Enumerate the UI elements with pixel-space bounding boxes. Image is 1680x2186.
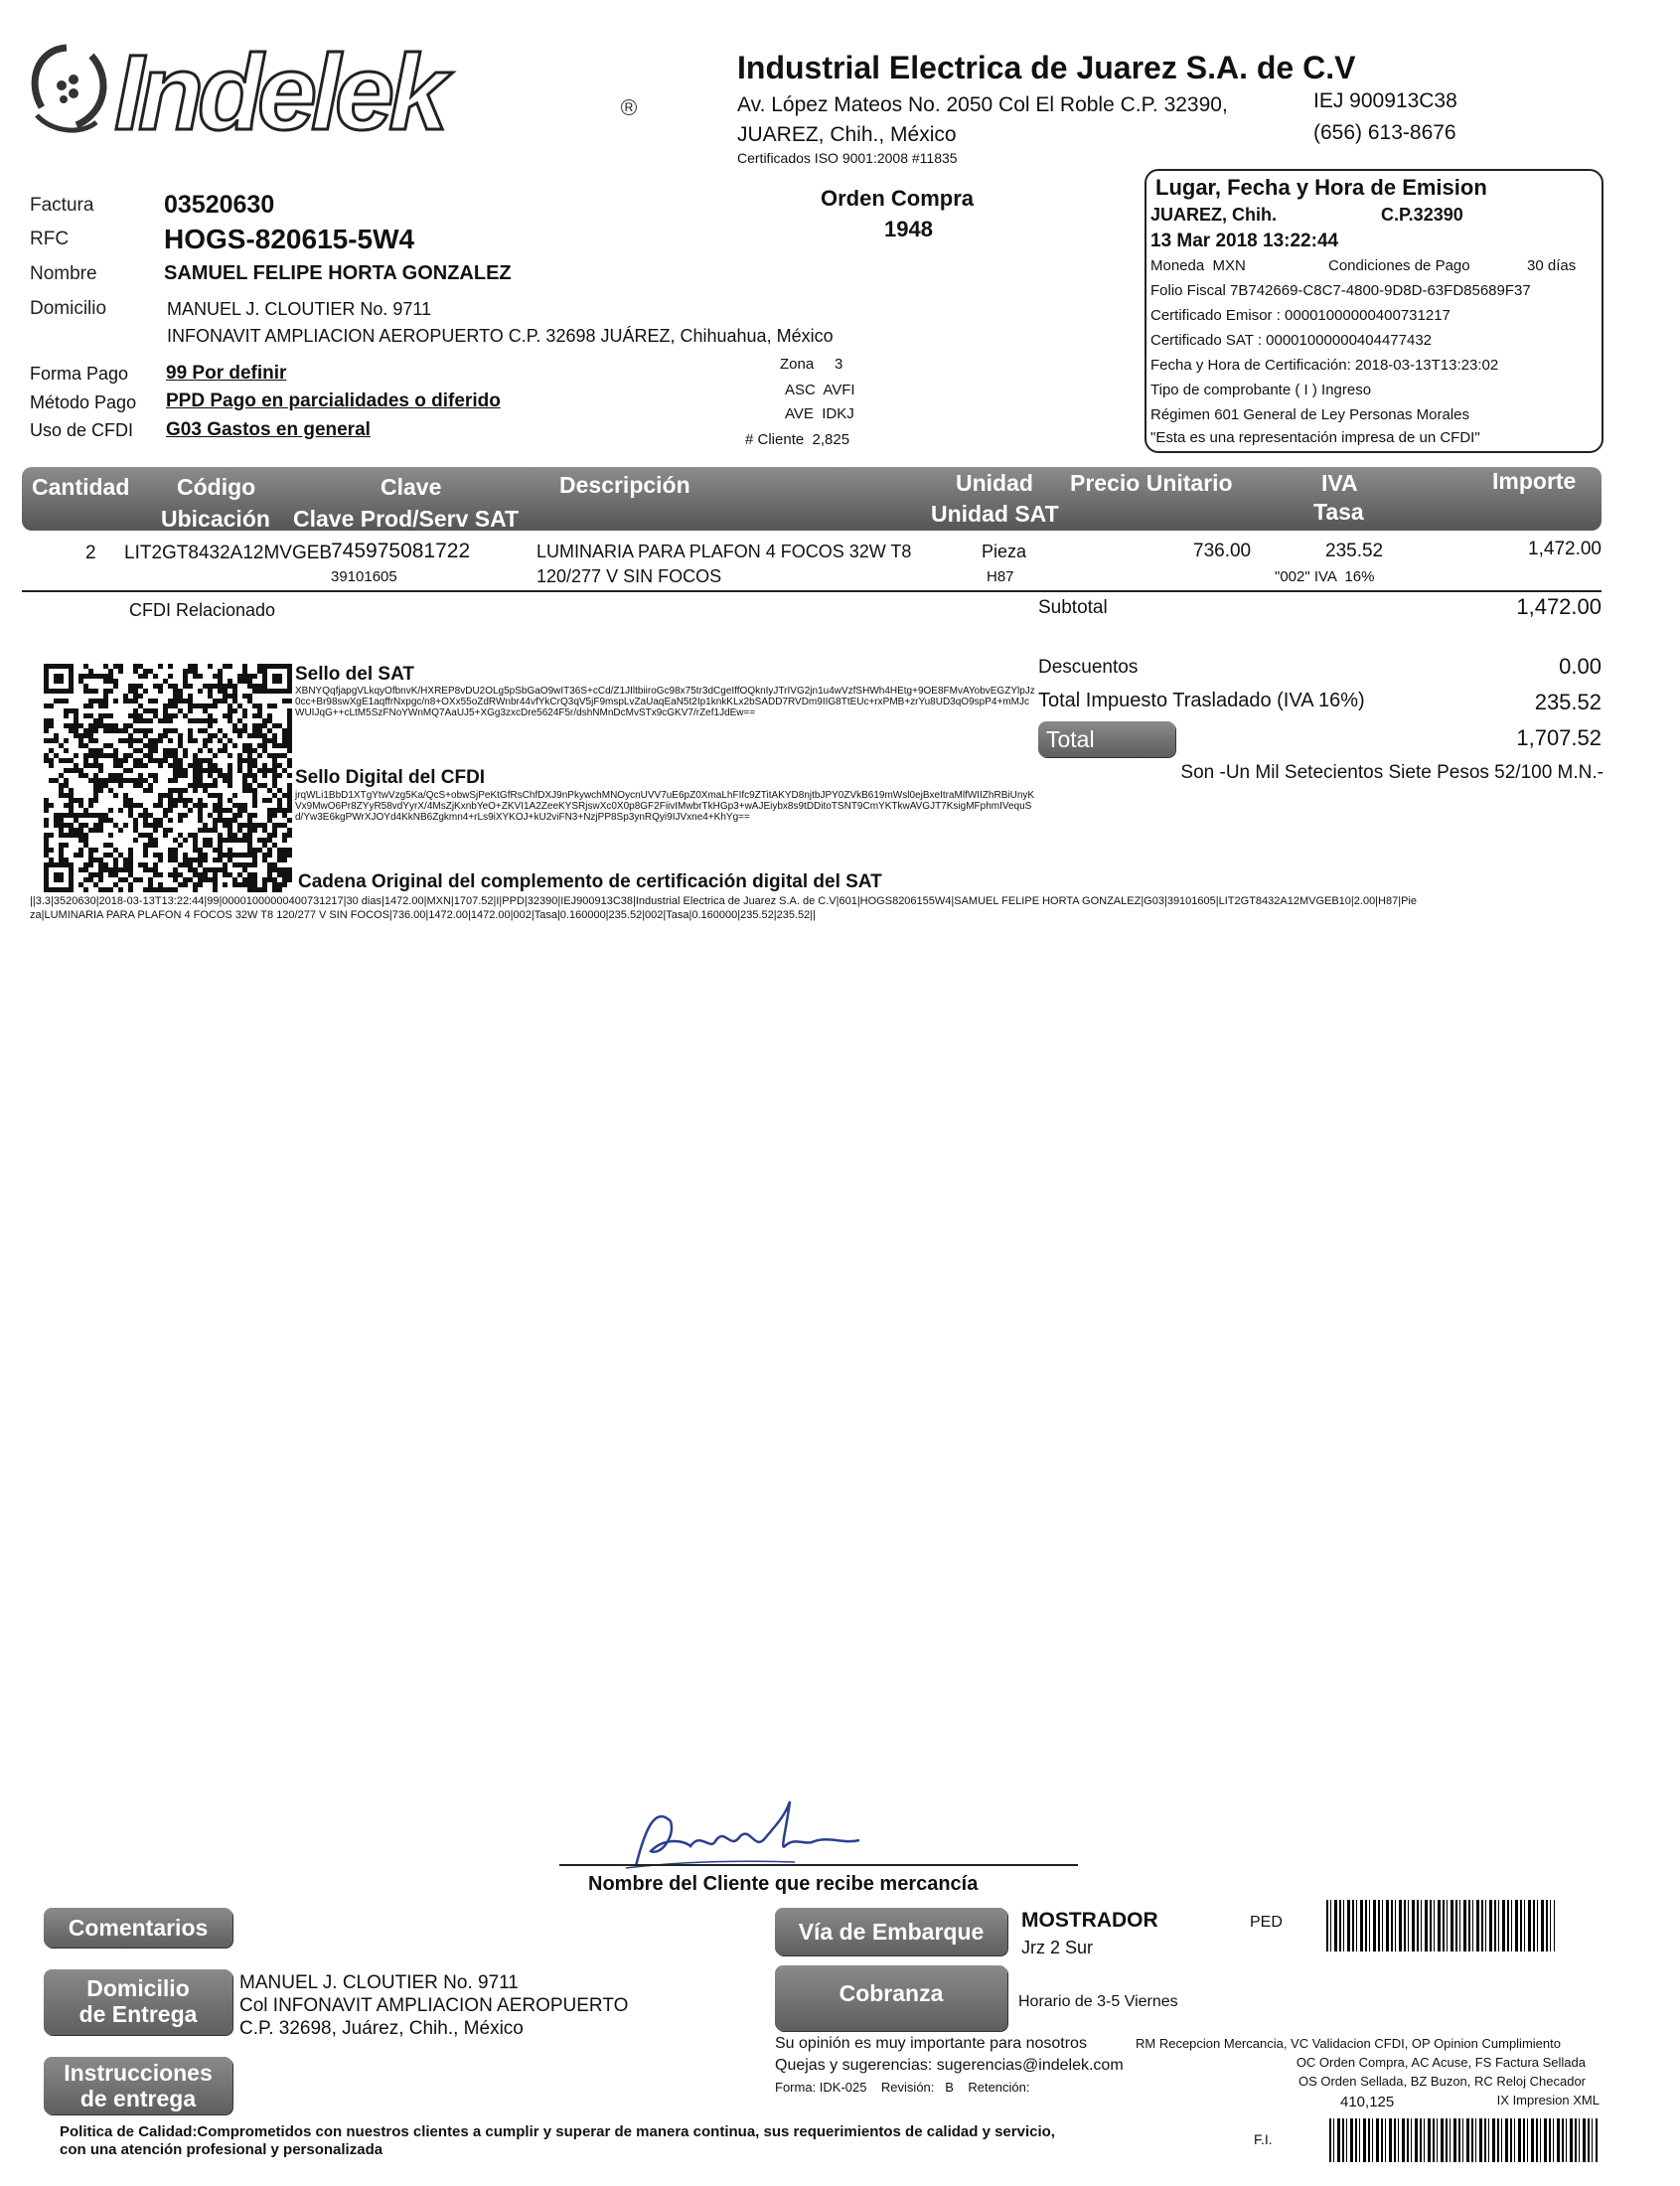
factura-label: Factura xyxy=(30,195,94,216)
client-address-1: MANUEL J. CLOUTIER No. 9711 xyxy=(167,299,432,319)
sello-sat-label: Sello del SAT xyxy=(295,664,415,685)
qr-code-icon xyxy=(44,664,292,892)
total-letra: Son -Un Mil Setecientos Siete Pesos 52/100 M.N.- xyxy=(1180,762,1604,783)
company-phone: (656) 613-8676 xyxy=(1313,121,1456,144)
numero-cliente: # Cliente 2,825 xyxy=(745,431,850,448)
row-importe: 1,472.00 xyxy=(1528,539,1602,559)
sello-sat: XBNYQqfjapgVLkqyOfbnvK/HXREP8vDU2OLg5pSbGaO9wIT36S+cCd/Z1JIltbiiroGc98x75tr3dCgeIffOQknIyJTrIVG2jn1u4wVzfSHWh4HEtg+9OE8FMvAYobvEGZYlpJz0cc+Br98swXgE1aqffrNxpgc/n8+OXx55oZdRWnbr44vfYkCrQ3qV5jF9mspLvZaUaqEaN5t2Ip1knkKLx2bSADD7RVDm9IIG8TtEUc+rxPMB+zrYu8UD3qO9spP4+mMJcWUIJqG++cLtM5SzFNoYWnMQ7AaUJ5+XGg3zxcDre5624F5r/dshNMnDcMvSTx9cGKV7/rZef1JdEw== xyxy=(295,686,1035,718)
subtotal-label: Subtotal xyxy=(1038,597,1108,618)
client-name: SAMUEL FELIPE HORTA GONZALEZ xyxy=(164,262,512,284)
emision-lugar: JUAREZ, Chih. xyxy=(1150,205,1278,225)
logo-wordmark: Indelek xyxy=(114,32,443,152)
folio-fiscal: Folio Fiscal 7B742669-C8C7-4800-9D8D-63FD85689F37 xyxy=(1150,282,1531,299)
th-tasa: Tasa xyxy=(1313,499,1364,525)
row-tasa: "002" IVA 16% xyxy=(1275,568,1375,585)
client-rfc: HOGS-820615-5W4 xyxy=(164,224,415,254)
politica-2: con una atención profesional y personalizada xyxy=(60,2141,383,2158)
barcode-bottom xyxy=(1329,2118,1598,2162)
opinion: Su opinión es muy importante para nosotros xyxy=(775,2035,1087,2052)
condiciones-dias: 30 días xyxy=(1527,257,1577,274)
forma-pago-label: Forma Pago xyxy=(30,364,129,384)
politica-1: Politica de Calidad:Comprometidos con nuestros clientes a cumplir y superar de manera continua, sus requerimientos de calidad y servicio, xyxy=(60,2123,1055,2140)
signature-line xyxy=(559,1864,1078,1866)
forma-revision: Forma: IDK-025 Revisión: B Retención: xyxy=(775,2080,1030,2095)
tipo-comprobante: Tipo de comprobante ( I ) Ingreso xyxy=(1150,382,1372,398)
th-descripcion: Descripción xyxy=(559,472,690,498)
descuentos-value: 0.00 xyxy=(1559,654,1602,679)
sello-cfdi-label: Sello Digital del CFDI xyxy=(295,767,486,788)
th-codigo: Código xyxy=(177,474,256,500)
company-iso: Certificados ISO 9001:2008 #11835 xyxy=(737,150,958,166)
row-unidad-sat: H87 xyxy=(987,568,1014,585)
th-ubicacion: Ubicación xyxy=(161,506,270,532)
uso-cfdi-label: Uso de CFDI xyxy=(30,420,134,440)
row-iva: 235.52 xyxy=(1325,541,1384,561)
entrega-address-3: C.P. 32698, Juárez, Chih., México xyxy=(239,2018,524,2039)
fi-label: F.I. xyxy=(1254,2131,1273,2147)
row-codigo: LIT2GT8432A12MVGEB xyxy=(124,543,333,563)
via-embarque-label: Vía de Embarque xyxy=(775,1908,1007,1955)
th-clave-sat: Clave Prod/Serv SAT xyxy=(293,506,520,532)
codes-line-1: RM Recepcion Mercancia, VC Validacion CFDI, OP Opinion Cumplimiento xyxy=(1136,2036,1561,2051)
th-unidad: Unidad xyxy=(956,470,1033,496)
fecha-certificacion: Fecha y Hora de Certificación: 2018-03-13T13:23:02 xyxy=(1150,357,1499,374)
certificado-sat: Certificado SAT : 00001000000404477432 xyxy=(1150,332,1433,349)
doc-number: 410,125 xyxy=(1340,2094,1395,2110)
instrucciones-line-2: de entrega xyxy=(79,2086,197,2111)
row-descripcion-2: 120/277 V SIN FOCOS xyxy=(536,566,722,586)
table-divider xyxy=(22,590,1602,592)
ped-label: PED xyxy=(1250,1914,1283,1931)
row-unidad: Pieza xyxy=(982,542,1027,561)
total-label: Total xyxy=(1038,721,1175,757)
orden-compra: 1948 xyxy=(884,217,933,241)
subtotal-value: 1,472.00 xyxy=(1516,594,1602,619)
domicilio-entrega-line-2: de Entrega xyxy=(78,2001,198,2027)
codes-line-3: OS Orden Sellada, BZ Buzon, RC Reloj Checador xyxy=(1298,2074,1586,2089)
emision-title: Lugar, Fecha y Hora de Emision xyxy=(1155,175,1487,200)
domicilio-label: Domicilio xyxy=(30,298,107,319)
cfdi-relacionado: CFDI Relacionado xyxy=(129,600,276,620)
th-clave: Clave xyxy=(381,474,442,500)
quejas: Quejas y sugerencias: sugerencias@indelek.com xyxy=(775,2057,1124,2074)
th-precio: Precio Unitario xyxy=(1070,470,1233,496)
comentarios-label: Comentarios xyxy=(44,1908,232,1948)
asc: ASC AVFI xyxy=(785,382,855,398)
cadena-label: Cadena Original del complemento de certificación digital del SAT xyxy=(298,871,882,892)
descuentos-label: Descuentos xyxy=(1038,657,1139,678)
moneda: Moneda MXN xyxy=(1150,257,1246,274)
uso-cfdi: G03 Gastos en general xyxy=(166,419,371,440)
company-address-2: JUAREZ, Chih., México xyxy=(737,123,957,146)
row-precio: 736.00 xyxy=(1193,541,1252,561)
entrega-address-1: MANUEL J. CLOUTIER No. 9711 xyxy=(239,1972,519,1993)
impuesto-label: Total Impuesto Trasladado (IVA 16%) xyxy=(1038,690,1365,711)
horario: Horario de 3-5 Viernes xyxy=(1018,1993,1178,2010)
impuesto-value: 235.52 xyxy=(1534,690,1602,714)
ave: AVE IDKJ xyxy=(785,405,854,422)
representacion: "Esta es una representación impresa de un CFDI" xyxy=(1150,429,1480,446)
metodo-pago-label: Método Pago xyxy=(30,392,137,412)
company-name: Industrial Electrica de Juarez S.A. de C.V xyxy=(737,50,1356,85)
emision-fecha: 13 Mar 2018 13:22:44 xyxy=(1150,231,1339,251)
total-value: 1,707.52 xyxy=(1516,725,1602,750)
domicilio-entrega-label xyxy=(44,1969,232,2035)
orden-compra-label: Orden Compra xyxy=(821,186,975,211)
th-importe: Importe xyxy=(1492,468,1577,494)
condiciones-label: Condiciones de Pago xyxy=(1328,257,1470,274)
entrega-address-2: Col INFONAVIT AMPLIACION AEROPUERTO xyxy=(239,1995,629,2016)
client-address-2: INFONAVIT AMPLIACION AEROPUERTO C.P. 32698 JUÁREZ, Chihuahua, México xyxy=(167,326,834,346)
row-clave: 745975081722 xyxy=(331,540,471,562)
th-unidad-sat: Unidad SAT xyxy=(931,501,1059,527)
barcode-top xyxy=(1326,1900,1555,1952)
registered-icon: R xyxy=(621,99,637,115)
cadena-original: ||3.3|3520630|2018-03-13T13:22:44|99|00001000000400731217|30 dias|1472.00|MXN|1707.52|I|PPD|32390|IEJ900913C38|Industrial Electrica de Juarez S.A. de C.V|601|HOGS8206155W4|SAMUEL FELIPE HORTA GONZALEZ|G03|39101605|LIT2GT8432A12MVGEB10|2.00|H87|Pieza|LUMINARIA PARA PLAFON 4 FOCOS 32W T8 120/277 V SIN FOCOS|736.00|1472.00|1472.00|002|Tasa|0.160000|235.52|002|Tasa|0.160000|235.52|235.52|| xyxy=(30,895,1417,921)
emision-cp: C.P.32390 xyxy=(1381,205,1463,225)
factura-number: 03520630 xyxy=(164,191,275,219)
th-cantidad: Cantidad xyxy=(32,474,130,500)
zona: Zona 3 xyxy=(780,356,843,373)
codes-line-2: OC Orden Compra, AC Acuse, FS Factura Sellada xyxy=(1296,2055,1586,2070)
company-rfc: IEJ 900913C38 xyxy=(1313,89,1457,112)
rfc-label: RFC xyxy=(30,229,70,249)
th-iva: IVA xyxy=(1321,470,1358,496)
instrucciones-line-1: Instrucciones xyxy=(64,2060,213,2086)
company-address-1: Av. López Mateos No. 2050 Col El Roble C.P. 32390, xyxy=(737,93,1228,116)
instrucciones-label xyxy=(44,2057,232,2114)
certificado-emisor: Certificado Emisor : 00001000000400731217 xyxy=(1150,307,1451,324)
row-clave-sat: 39101605 xyxy=(331,568,397,585)
domicilio-entrega-line-1: Domicilio xyxy=(86,1975,190,2001)
logo-swirl-icon xyxy=(22,38,111,137)
via-embarque-value: MOSTRADOR xyxy=(1021,1909,1158,1932)
row-descripcion-1: LUMINARIA PARA PLAFON 4 FOCOS 32W T8 xyxy=(536,542,912,561)
firma-label: Nombre del Cliente que recibe mercancía xyxy=(588,1873,979,1895)
metodo-pago: PPD Pago en parcialidades o diferido xyxy=(166,390,501,411)
codes-line-4: IX Impresion XML xyxy=(1496,2093,1600,2108)
via-embarque-sub: Jrz 2 Sur xyxy=(1021,1938,1094,1957)
nombre-label: Nombre xyxy=(30,263,97,284)
forma-pago: 99 Por definir xyxy=(166,363,287,384)
regimen: Régimen 601 General de Ley Personas Morales xyxy=(1150,406,1470,423)
cobranza-label: Cobranza xyxy=(775,1965,1007,2031)
row-cantidad: 2 xyxy=(85,543,96,563)
sello-cfdi: jrqWLi1BbD1XTgYtwVzg5Ka/QcS+obwSjPeKtGfRsChfDXJ9nPkywchMNOycnUVV7uE6pZ0XmaLhFIfc9ZTitAKYD8njtbJPY0ZVkB619mWsl0ejBxeItraMlfWIIZhRBiUnyKVx9MwO6Pr8ZYyR58vdYyrX/4MsZjKxnbYeO+ZKVI1A2ZeeKYSRjswXc0X0p8GF2FiivIMwbrTkHGp3+wAJEiybx8s9tDDitoTSNT9CmYKTkwAVGJT7KsigMFphmIVequSd/Yw3E6kgPWrXJOYd4KkNB6Zgkmn4+rLs9iXYKOJ+kU2viFN3+NzjPP8Sp3ynRQyi9IJVxne4+KhYg== xyxy=(295,790,1035,823)
